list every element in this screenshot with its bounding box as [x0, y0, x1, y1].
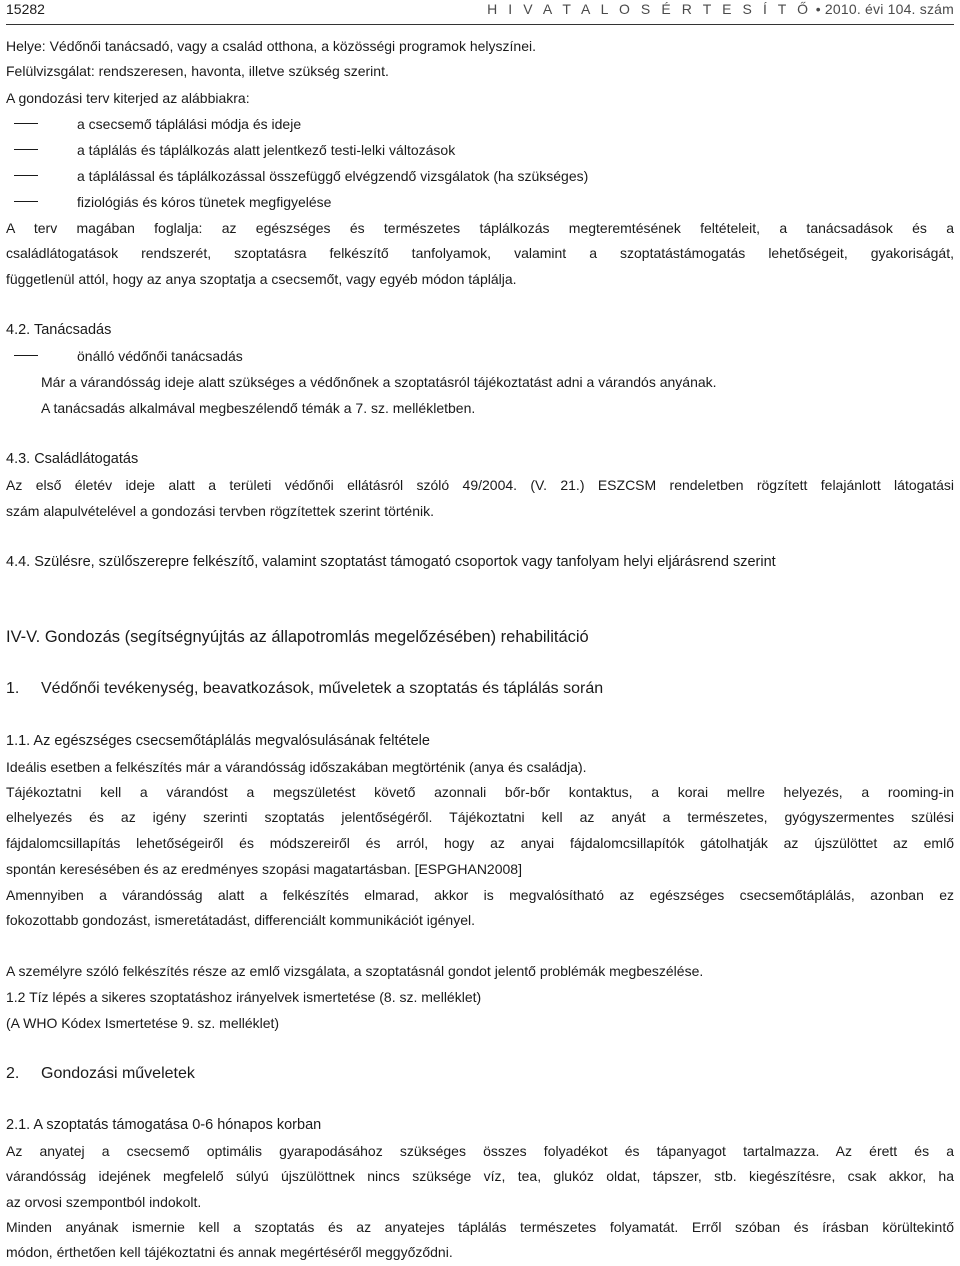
journal-title — [487, 0, 954, 18]
text-line: A tanácsadás alkalmával megbeszélendő témák a 7. sz. mellékletben. — [41, 400, 476, 416]
paragraph-line: szám alapulvételével a gondozási tervben rögzítettek szerint történik. — [6, 503, 435, 519]
dash-bullet-icon — [14, 355, 38, 356]
paragraph-line: Tájékoztatni kell a várandóst a megszületést követő azonnali bőr-bőr kontaktus, a korai mellre helyezés, a rooming-in — [6, 784, 954, 800]
paragraph-line: családlátogatások rendszerét, szoptatásra felkészítő tanfolyamok, valamint a szoptatástámogatás lehetőségeit, gyakoriságát, — [6, 245, 954, 261]
text-line: Felülvizsgálat: rendszeresen, havonta, illetve szükség szerint. — [6, 63, 389, 79]
text-line: Már a várandósság ideje alatt szükséges a védőnőnek a szoptatásról tájékoztatást adni a várandós anyának. — [41, 374, 717, 390]
journal-name: H I V A T A L O S É R T E S Í T Ő — [487, 1, 812, 17]
section-heading-2-1: 2.1. A szoptatás támogatása 0-6 hónapos korban — [6, 1117, 322, 1133]
dash-bullet-icon — [14, 175, 38, 176]
paragraph-line: fájdalomcsillapítás lehetőségeiről és módszereiről és arról, hogy az anyai fájdalomcsillapítók gátolhatják az újszülöttet az emlő — [6, 835, 954, 851]
section-heading-1: 1. Védőnői tevékenység, beavatkozások, műveletek a szoptatás és táplálás során — [6, 680, 604, 697]
list-item: önálló védőnői tanácsadás — [6, 346, 954, 366]
paragraph-line: 1.2 Tíz lépés a sikeres szoptatáshoz irányelvek ismertetése (8. sz. melléklet) — [6, 989, 482, 1005]
paragraph-line: Ideális esetben a felkészítés már a várandósság időszakában megtörténik (anya és családja). — [6, 759, 587, 775]
paragraph-line: Amennyiben a várandósság alatt a felkészítés elmarad, akkor is megvalósítható az egészséges csecsemőtáplálás, azonban ez — [6, 887, 954, 903]
section-heading-4-2: 4.2. Tanácsadás — [6, 322, 112, 338]
paragraph-line: elhelyezés és az igény szerinti szoptatás jelentőségéről. Tájékoztatni kell az anyát a természetes, gyógyszermentes szülési — [6, 809, 954, 825]
section-heading-1-1: 1.1. Az egészséges csecsemőtáplálás megvalósulásának feltétele — [6, 733, 430, 749]
paragraph-line: függetlenül attól, hogy az anya szoptatja a csecsemőt, vagy egyéb módon táplálja. — [6, 271, 517, 287]
paragraph-line: A terv magában foglalja: az egészséges és természetes táplálkozás megteremtésének feltételeit, a tanácsadások és a — [6, 220, 954, 236]
list-item: a csecsemő táplálási módja és ideje — [6, 114, 954, 134]
dash-bullet-icon — [14, 201, 38, 202]
section-heading-4-4: 4.4. Szülésre, szülőszerepre felkészítő, valamint szoptatást támogató csoportok vagy tanfolyam helyi eljárásrend szerint — [6, 554, 776, 570]
dash-bullet-icon — [14, 149, 38, 150]
list-item: fiziológiás és kóros tünetek megfigyelése — [6, 192, 954, 212]
issue-number: 2010. évi 104. szám — [824, 1, 954, 17]
dash-bullet-icon — [14, 123, 38, 124]
text-line: A gondozási terv kiterjed az alábbiakra: — [6, 90, 250, 106]
text-line: Helye: Védőnői tanácsadó, vagy a család otthona, a közösségi programok helyszínei. — [6, 38, 536, 54]
paragraph-line: A személyre szóló felkészítés része az emlő vizsgálata, a szoptatásnál gondot jelentő problémák megbeszélése. — [6, 963, 704, 979]
paragraph-line: spontán keresésében és az eredményes szopási magatartásban. [ESPGHAN2008] — [6, 861, 522, 877]
chapter-title: IV-V. Gondozás (segítségnyújtás az állapotromlás megelőzésében) rehabilitáció — [6, 628, 589, 646]
header-rule — [6, 24, 954, 25]
paragraph-line: fokozottabb gondozást, ismeretátadást, differenciált kommunikációt igényel. — [6, 912, 475, 928]
bullet-separator: • — [815, 1, 821, 17]
running-header — [6, 0, 954, 18]
list-item: a táplálással és táplálkozással összefüggő elvégzendő vizsgálatok (ha szükséges) — [6, 166, 954, 186]
section-heading-2: 2. Gondozási műveletek — [6, 1065, 195, 1082]
paragraph-line: az orvosi szempontból indokolt. — [6, 1194, 202, 1210]
list-item: a táplálás és táplálkozás alatt jelentkező testi-lelki változások — [6, 140, 954, 160]
paragraph-line: (A WHO Kódex Ismertetése 9. sz. melléklet) — [6, 1015, 280, 1031]
paragraph-line: Az anyatej a csecsemő optimális gyarapodásához szükséges összes folyadékot és tápanyagot tartalmazza. Az érett és a — [6, 1143, 954, 1159]
paragraph-line: várandósság idejének megfelelő súlyú újszülöttnek nincs szüksége víz, tea, glukóz oldat, tápszer, stb. kiegészítésre, csak akkor, ha — [6, 1168, 954, 1184]
paragraph-line: Minden anyának ismernie kell a szoptatás és az anyatejes táplálás természetes folyamatát. Erről szóban és írásban körültekintő — [6, 1219, 954, 1235]
page-number: 15282 — [6, 1, 45, 17]
section-heading-4-3: 4.3. Családlátogatás — [6, 451, 139, 467]
paragraph-line: Az első életév ideje alatt a területi védőnői ellátásról szóló 49/2004. (V. 21.) ESZCSM rendeletben rögzített felajánlott látogatási — [6, 477, 954, 493]
paragraph-line: módon, érthetően kell tájékoztatni és annak megértéséről meggyőződni. — [6, 1244, 453, 1260]
